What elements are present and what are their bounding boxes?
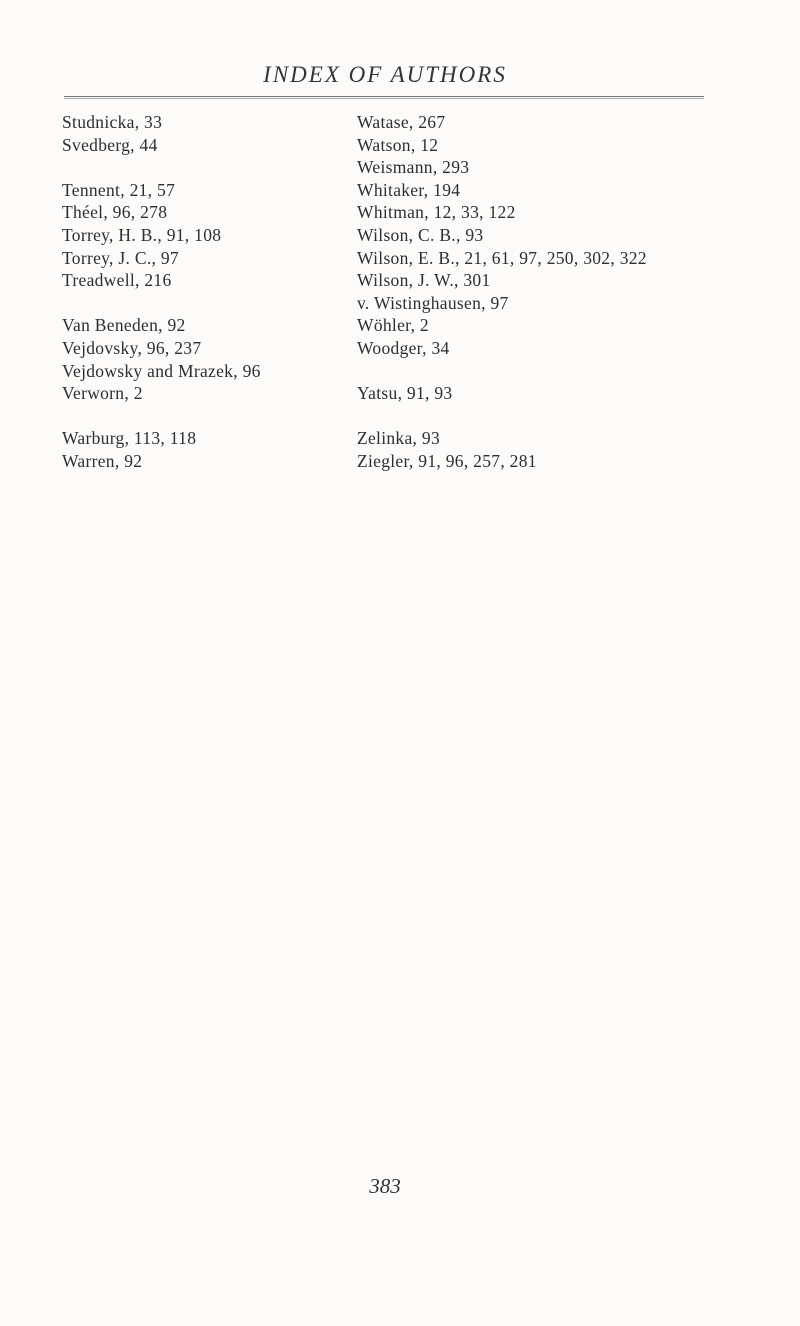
index-entry: Whitman, 12, 33, 122 [357,202,516,223]
page-title: INDEX OF AUTHORS [263,62,507,87]
index-entry: Wilson, J. W., 301 [357,270,491,291]
entry-gap [62,156,261,179]
entry-gap [62,405,261,428]
index-entry: Torrey, H. B., 91, 108 [62,224,222,245]
index-entry: Warren, 92 [62,450,143,471]
index-entry: Verworn, 2 [62,383,143,404]
entry-gap [357,405,647,428]
index-entry: Vejdowsky and Mrazek, 96 [62,360,261,381]
index-entry: Svedberg, 44 [62,134,158,155]
index-entry: Wilson, C. B., 93 [357,224,484,245]
index-entry: Ziegler, 91, 96, 257, 281 [357,450,537,471]
entry-gap [357,360,647,383]
index-entry: Wilson, E. B., 21, 61, 97, 250, 302, 322 [357,247,647,268]
index-entry: Wöhler, 2 [357,315,429,336]
index-entry: Zelinka, 93 [357,428,440,449]
page-number: 383 [369,1174,401,1198]
index-entry: Studnicka, 33 [62,112,163,132]
index-entry: Watase, 267 [357,112,446,132]
index-column-right [357,111,647,473]
entry-gap [62,292,261,315]
index-entry: Yatsu, 91, 93 [357,383,453,404]
index-entry: Vejdovsky, 96, 237 [62,337,202,358]
index-entry: Tennent, 21, 57 [62,179,176,200]
index-entry: Weismann, 293 [357,157,470,178]
index-entry: Watson, 12 [357,134,439,155]
index-column-left [62,111,261,473]
index-entry: Torrey, J. C., 97 [62,247,179,268]
index-entry: Warburg, 113, 118 [62,428,197,449]
index-entry: Woodger, 34 [357,337,450,358]
index-entry: Théel, 96, 278 [62,202,168,223]
index-entry: Treadwell, 216 [62,270,172,291]
index-entry: Van Beneden, 92 [62,315,186,336]
header-rule [64,96,704,99]
index-entry: Whitaker, 194 [357,179,461,200]
index-entry: v. Wistinghausen, 97 [357,292,509,313]
